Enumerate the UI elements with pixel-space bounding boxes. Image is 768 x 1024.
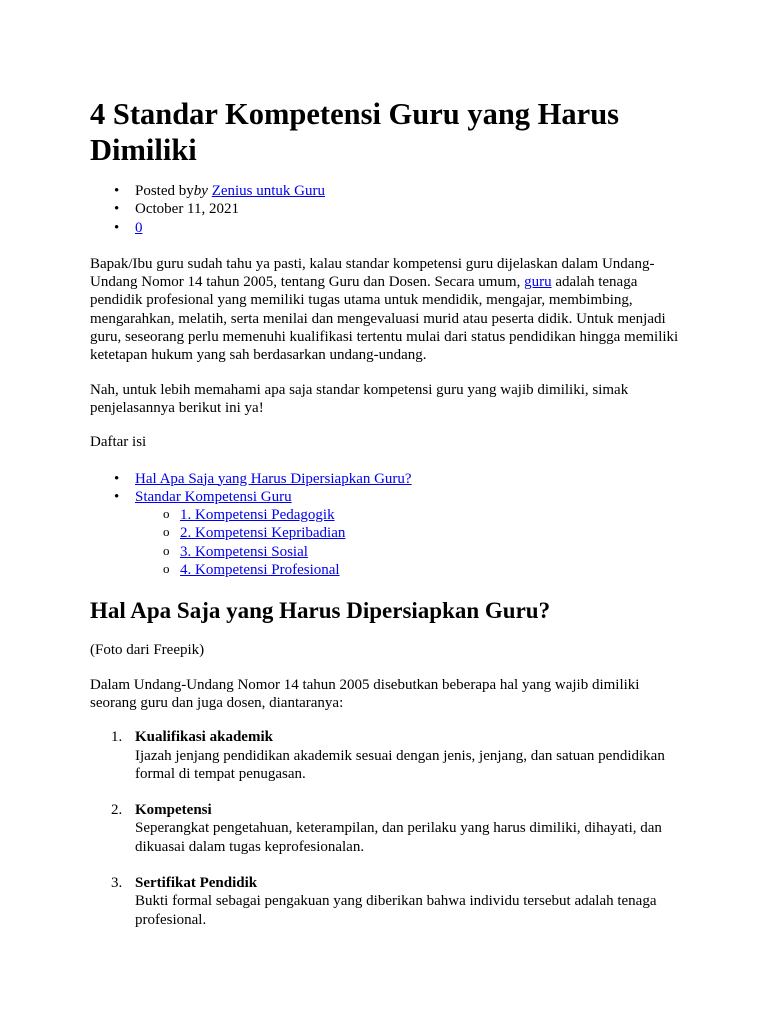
intro-paragraph-1 xyxy=(90,255,680,365)
item-term: Sertifikat Pendidik xyxy=(135,875,258,892)
item-number: 3. xyxy=(111,875,123,892)
item-term: Kompetensi xyxy=(135,802,212,819)
toc-link-kepribadian[interactable]: 2. Kompetensi Kepribadian xyxy=(180,525,346,542)
meta-date: • October 11, 2021 xyxy=(90,200,680,218)
toc-item xyxy=(90,488,680,579)
section-lead: Dalam Undang-Undang Nomor 14 tahun 2005 disebutkan beberapa hal yang wajib dimiliki seorang guru dan juga dosen, diantaranya: xyxy=(90,676,640,711)
post-meta xyxy=(90,182,680,237)
toc-link-profesional[interactable]: 4. Kompetensi Profesional xyxy=(180,562,340,579)
item-number: 2. xyxy=(111,802,123,819)
by-label: by xyxy=(193,183,212,199)
toc-subitem xyxy=(135,543,680,561)
posted-by-label: Posted by xyxy=(135,183,194,199)
toc-link-hal-apa-saja[interactable]: Hal Apa Saja yang Harus Dipersiapkan Guru? xyxy=(135,470,412,487)
requirements-list xyxy=(90,728,680,929)
comments-link[interactable]: 0 xyxy=(135,219,143,236)
requirement-item xyxy=(90,801,680,856)
item-description: Seperangkat pengetahuan, keterampilan, dan perilaku yang harus dimiliki, dihayati, dan dikuasai dalam tugas keprofesionalan. xyxy=(135,820,662,855)
toc-sublist xyxy=(135,506,680,579)
article xyxy=(90,96,680,947)
requirement-item xyxy=(90,874,680,929)
toc-label: Daftar isi xyxy=(90,434,147,451)
requirement-item xyxy=(90,728,680,783)
intro-text-b: adalah tenaga pendidik profesional yang memiliki tugas utama untuk mendidik, mengajar, membimbing, mengarahkan, melatih, serta menilai dan mengevaluasi murid atau peserta didik. Untuk menjadi guru, seseorang perlu memenuhi kualifikasi tertentu mulai dari status pendidikan hingga memiliki ketetapan hukum yang sah berdasarkan undang-undang. xyxy=(90,274,679,364)
item-description: Bukti formal sebagai pengakuan yang diberikan bahwa individu tersebut adalah tenaga profesional. xyxy=(135,893,657,928)
toc-subitem xyxy=(135,506,680,524)
meta-comments xyxy=(90,219,680,237)
toc-subitem xyxy=(135,561,680,579)
toc-link-pedagogik[interactable]: 1. Kompetensi Pedagogik xyxy=(180,507,335,524)
article-title: 4 Standar Kompetensi Guru yang Harus Dimiliki xyxy=(90,97,620,167)
table-of-contents xyxy=(90,470,680,580)
toc-subitem xyxy=(135,524,680,542)
item-description: Ijazah jenjang pendidikan akademik sesuai dengan jenis, jenjang, dan satuan pendidikan formal di tempat penugasan. xyxy=(135,747,665,782)
intro-paragraph-2: Nah, untuk lebih memahami apa saja standar kompetensi guru yang wajib dimiliki, simak penjelasannya berikut ini ya! xyxy=(90,381,629,416)
toc-item xyxy=(90,470,680,488)
author-link[interactable]: Zenius untuk Guru xyxy=(211,183,326,199)
section-heading: Hal Apa Saja yang Harus Dipersiapkan Guru? xyxy=(90,598,551,624)
item-term: Kualifikasi akademik xyxy=(135,729,273,746)
toc-link-sosial[interactable]: 3. Kompetensi Sosial xyxy=(180,543,308,560)
photo-credit: (Foto dari Freepik) xyxy=(90,642,205,659)
intro-text-a: Bapak/Ibu guru sudah tahu ya pasti, kalau standar kompetensi guru dijelaskan dalam Undang-Undang Nomor 14 tahun 2005, tentang Guru dan Dosen. Secara umum, xyxy=(90,255,655,291)
meta-author xyxy=(90,182,680,200)
guru-link[interactable]: guru xyxy=(524,274,552,291)
item-number: 1. xyxy=(111,729,123,746)
toc-link-standar-kompetensi[interactable]: Standar Kompetensi Guru xyxy=(135,488,292,505)
